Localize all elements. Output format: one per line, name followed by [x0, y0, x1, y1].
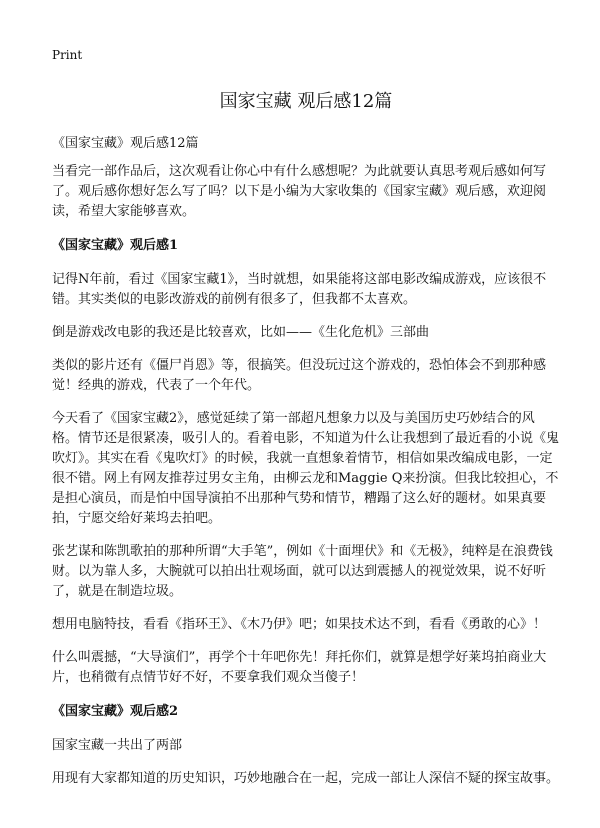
- paragraph: 什么叫震撼，“大导演们”，再学个十年吧你先！拜托你们，就算是想学好莱坞拍商业大片，也稍微有点情节好不好，不要拿我们观众当傻子！: [52, 650, 547, 685]
- paragraph: 用现有大家都知道的历史知识，巧妙地融合在一起，完成一部让人深信不疑的探宝故事。: [52, 771, 560, 786]
- section-heading: 《国家宝藏》观后感1: [52, 238, 179, 253]
- paragraph: 类似的影片还有《僵尸肖恩》等，很搞笑。但没玩过这个游戏的，恐怕体会不到那种感觉！经典的游戏，代表了一个年代。: [52, 358, 547, 393]
- paragraph: 国家宝藏一共出了两部: [52, 738, 183, 753]
- page-title: 国家宝藏 观后感12篇: [219, 91, 393, 112]
- print-link[interactable]: Print: [52, 48, 83, 62]
- paragraph: 想用电脑特技，看看《指环王》、《木乃伊》吧；如果技术达不到，看看《勇敢的心》！: [52, 617, 547, 632]
- document-subtitle: 《国家宝藏》观后感12篇: [52, 136, 199, 151]
- paragraph: 张艺谋和陈凯歌拍的那种所谓“大手笔”，例如《十面埋伏》和《无极》，纯粹是在浪费钱财。以为靠人多，大腕就可以拍出壮观场面，就可以达到震撼人的视觉效果，说不好听了，就是在制造垃圾。: [52, 544, 553, 599]
- paragraph: 倒是游戏改电影的我还是比较喜欢，比如——《生化危机》三部曲: [52, 325, 430, 340]
- paragraph: 记得N年前，看过《国家宝藏1》，当时就想，如果能将这部电影改编成游戏，应该很不错。其实类似的电影改游戏的前例有很多了，但我都不太喜欢。: [52, 272, 547, 307]
- section-heading: 《国家宝藏》观后感2: [52, 704, 179, 719]
- paragraph: 今天看了《国家宝藏2》，感觉延续了第一部超凡想象力以及与美国历史巧妙结合的风格。情节还是很紧凑，吸引人的。看着电影，不知道为什么让我想到了最近看的小说《鬼吹灯》。其实在看《鬼吹灯》的时候，我就一直想象着情节，相信如果改编成电影，一定很不错。网上有网友推荐过男女主角，由柳云龙和Maggie Q来扮演。但我比较担心，不是担心演员，而是怕中国导演拍不出那种气势和情节，糟蹋了这么好的题材。如果真要拍，宁愿交给好莱坞去拍吧。: [52, 411, 560, 526]
- intro-paragraph: 当看完一部作品后，这次观看让你心中有什么感想呢？为此就要认真思考观后感如何写了。观后感你想好怎么写了吗？以下是小编为大家收集的《国家宝藏》观后感，欢迎阅读，希望大家能够喜欢。: [52, 164, 547, 219]
